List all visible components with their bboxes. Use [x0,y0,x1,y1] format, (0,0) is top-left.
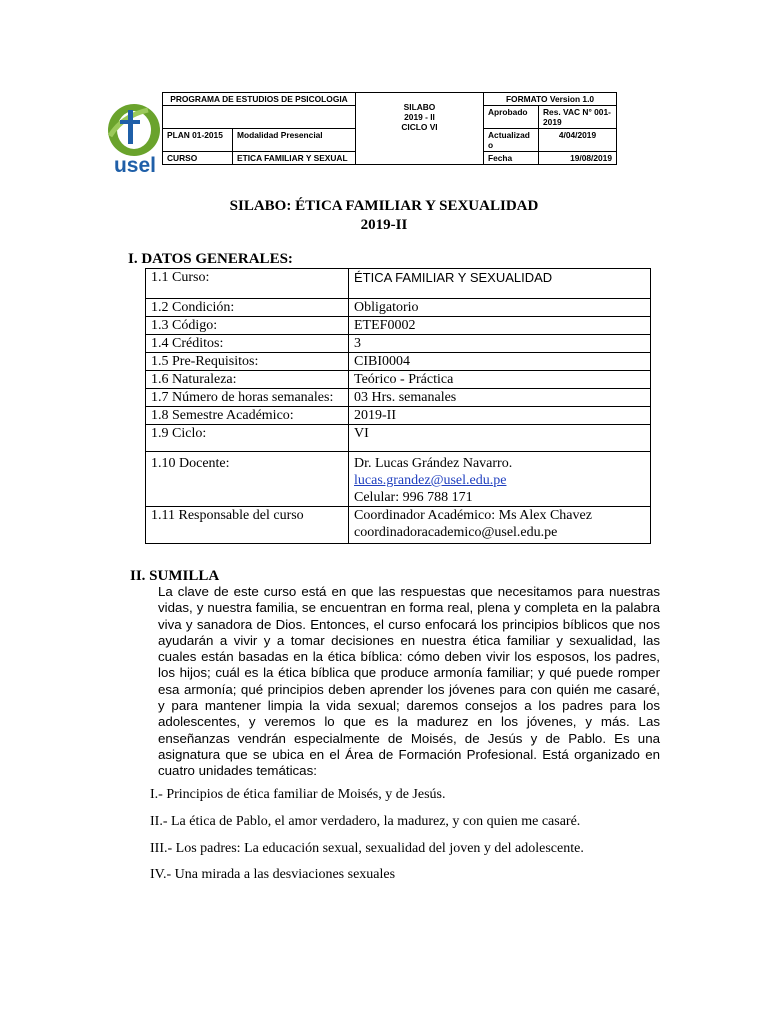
responsable-line: Coordinador Académico: Ms Alex Chavez [354,508,592,523]
row-value: Obligatorio [349,299,651,317]
responsable-email: coordinadoracademico@usel.edu.pe [354,525,558,540]
silabo-line: 2019 - II [404,112,435,122]
docente-name: Dr. Lucas Grández Navarro. [354,456,513,471]
plan-cell: PLAN 01-2015 [163,129,233,152]
table-row [146,299,651,317]
row-label: 1.8 Semestre Académico: [146,407,349,425]
unidad-item: IV.- Una mirada a las desviaciones sexuales [150,867,396,882]
responsable-value [349,507,651,544]
row-label: 1.3 Código: [146,317,349,335]
row-label: 1.9 Ciclo: [146,425,349,452]
silabo-cell [356,93,484,165]
sumilla-heading: II. SUMILLA [130,568,220,584]
actualizado-label: Actualizad o [484,129,539,152]
curso-label: CURSO [163,152,233,165]
table-row-docente [146,452,651,507]
row-value: VI [349,425,651,452]
unidad-item: I.- Principios de ética familiar de Moisés, y de Jesús. [150,787,446,802]
table-row [146,389,651,407]
usel-logo [104,96,166,176]
blank-cell [163,106,356,129]
logo-text: usel [113,154,157,176]
curso-value: ETICA FAMILIAR Y SEXUAL [233,152,356,165]
table-row-responsable [146,507,651,544]
document-header-table [162,92,617,165]
document-title: SILABO: ÉTICA FAMILIAR Y SEXUALIDAD [229,198,539,214]
table-row [146,425,651,452]
row-value: ETEF0002 [349,317,651,335]
fecha-value: 19/08/2019 [539,152,617,165]
silabo-line: SILABO [403,102,436,112]
actualizado-value: 4/04/2019 [539,129,617,152]
row-label: 1.7 Número de horas semanales: [146,389,349,407]
document-subtitle: 2019-II [360,217,408,233]
sumilla-paragraph: La clave de este curso está en que las respuestas que necesitamos para nuestras vidas, y nuestra familia, se encuentran en forma real, plena y completa en la palabra viva y sanadora de Dios. Entonces, el curso enfocará los principios bíblicos que nos ayudarán a vivir y a tomar decisiones en nuestra ética familiar y sexualidad, las cuales están basadas en la ética bíblica: cómo deben vivir los esposos, los padres, los hijos; cuál es la ética bíblica que produce armonía familiar; y qué puede romper esa armonía; qué principios deben aprender los jóvenes para con quién me casaré, y para mantener limpia la vida sexual; daremos consejos a los padres para los adolescentes, y veremos lo que es la madurez en los jóvenes, y más. Las enseñanzas vendrán especialmente de Moisés, de Jesús y de Pablo. Es una asignatura que se ubica en el Área de Formación Profesional. Está organizado en cuatro unidades temáticas: [158,584,660,779]
table-row [146,371,651,389]
sumilla-text-block [158,584,660,780]
docente-label: 1.10 Docente: [146,452,349,507]
datos-generales-table [145,268,651,544]
row-label: 1.1 Curso: [146,269,349,299]
table-row [146,317,651,335]
row-value: 03 Hrs. semanales [349,389,651,407]
row-value: 3 [349,335,651,353]
formato-cell: FORMATO Version 1.0 [484,93,617,106]
datos-generales-heading: I. DATOS GENERALES: [128,251,293,267]
row-value: Teórico - Práctica [349,371,651,389]
table-row [146,269,651,299]
silabo-line: CICLO VI [401,122,438,132]
fecha-label: Fecha [484,152,539,165]
row-value: CIBI0004 [349,353,651,371]
table-row [146,353,651,371]
row-label: 1.2 Condición: [146,299,349,317]
row-value: ÉTICA FAMILIAR Y SEXUALIDAD [349,269,651,299]
unidad-item: III.- Los padres: La educación sexual, sexualidad del joven y del adolescente. [150,841,584,856]
modalidad-cell: Modalidad Presencial [233,129,356,152]
responsable-label: 1.11 Responsable del curso [146,507,349,544]
row-value: 2019-II [349,407,651,425]
row-label: 1.6 Naturaleza: [146,371,349,389]
docente-email-link[interactable]: lucas.grandez@usel.edu.pe [354,473,507,488]
aprobado-label: Aprobado [484,106,539,129]
row-label: 1.4 Créditos: [146,335,349,353]
docente-value [349,452,651,507]
unidad-item: II.- La ética de Pablo, el amor verdadero, la madurez, y con quien me casaré. [150,814,581,829]
programa-cell: PROGRAMA DE ESTUDIOS DE PSICOLOGIA [163,93,356,106]
aprobado-value: Res. VAC N° 001-2019 [539,106,617,129]
table-row [146,335,651,353]
row-label: 1.5 Pre-Requisitos: [146,353,349,371]
table-row [146,407,651,425]
docente-phone: Celular: 996 788 171 [354,490,473,505]
